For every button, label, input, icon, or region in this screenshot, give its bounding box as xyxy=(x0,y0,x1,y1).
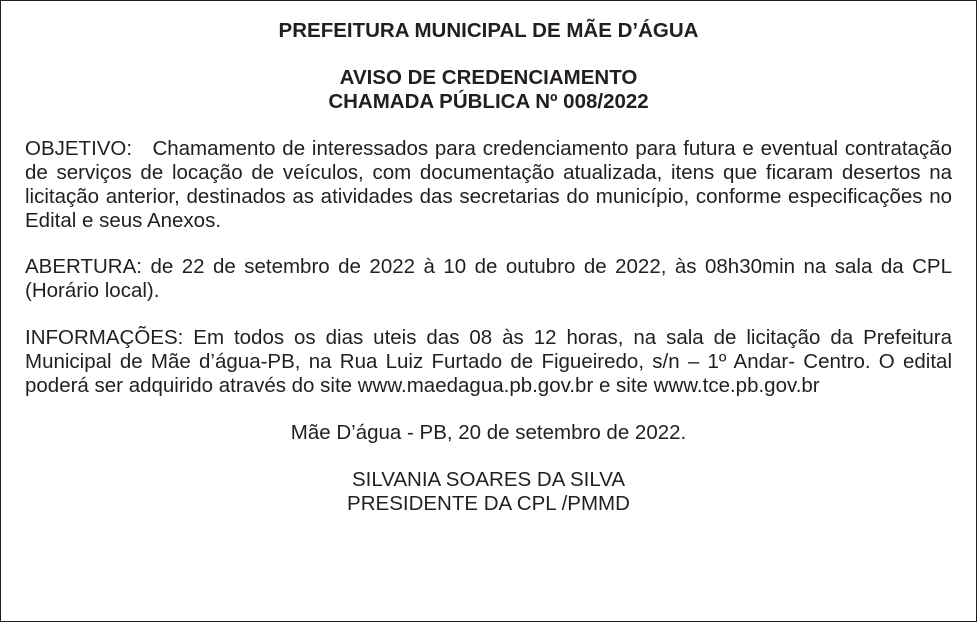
objective-label: OBJETIVO: xyxy=(25,137,146,160)
organization-heading: PREFEITURA MUNICIPAL DE MÃE D’ÁGUA xyxy=(278,19,699,42)
information-paragraph xyxy=(25,326,952,398)
notice-title: AVISO DE CREDENCIAMENTO xyxy=(339,66,638,89)
signatory-role: PRESIDENTE DA CPL /PMMD xyxy=(347,492,630,515)
information-label: INFORMAÇÕES: xyxy=(25,326,184,349)
opening-label: ABERTURA: xyxy=(25,255,142,278)
signatory-name: SILVANIA SOARES DA SILVA xyxy=(351,468,626,491)
opening-text: de 22 de setembro de 2022 à 10 de outubro de 2022, às 08h30min na sala da CPL (Horário local). xyxy=(25,255,952,302)
objective-paragraph xyxy=(25,137,952,233)
objective-text: Chamamento de interessados para credenciamento para futura e eventual contratação de serviços de locação de veículos, com documentação atualizada, itens que ficaram desertos na licitação anterior, destinados as atividades das secretarias do município, conforme especificações no Edital e seus Anexos. xyxy=(25,137,953,232)
notice-number: CHAMADA PÚBLICA Nº 008/2022 xyxy=(328,90,649,113)
place-date: Mãe D’água - PB, 20 de setembro de 2022. xyxy=(290,421,687,444)
information-text: Em todos os dias uteis das 08 às 12 horas, na sala de licitação da Prefeitura Municipal de Mãe d’água-PB, na Rua Luiz Furtado de Figueiredo, s/n – 1º Andar- Centro. O edital poderá ser adquirido através do site www.maedagua.pb.gov.br e site www.tce.pb.gov.br xyxy=(25,326,952,397)
opening-paragraph xyxy=(25,255,952,303)
